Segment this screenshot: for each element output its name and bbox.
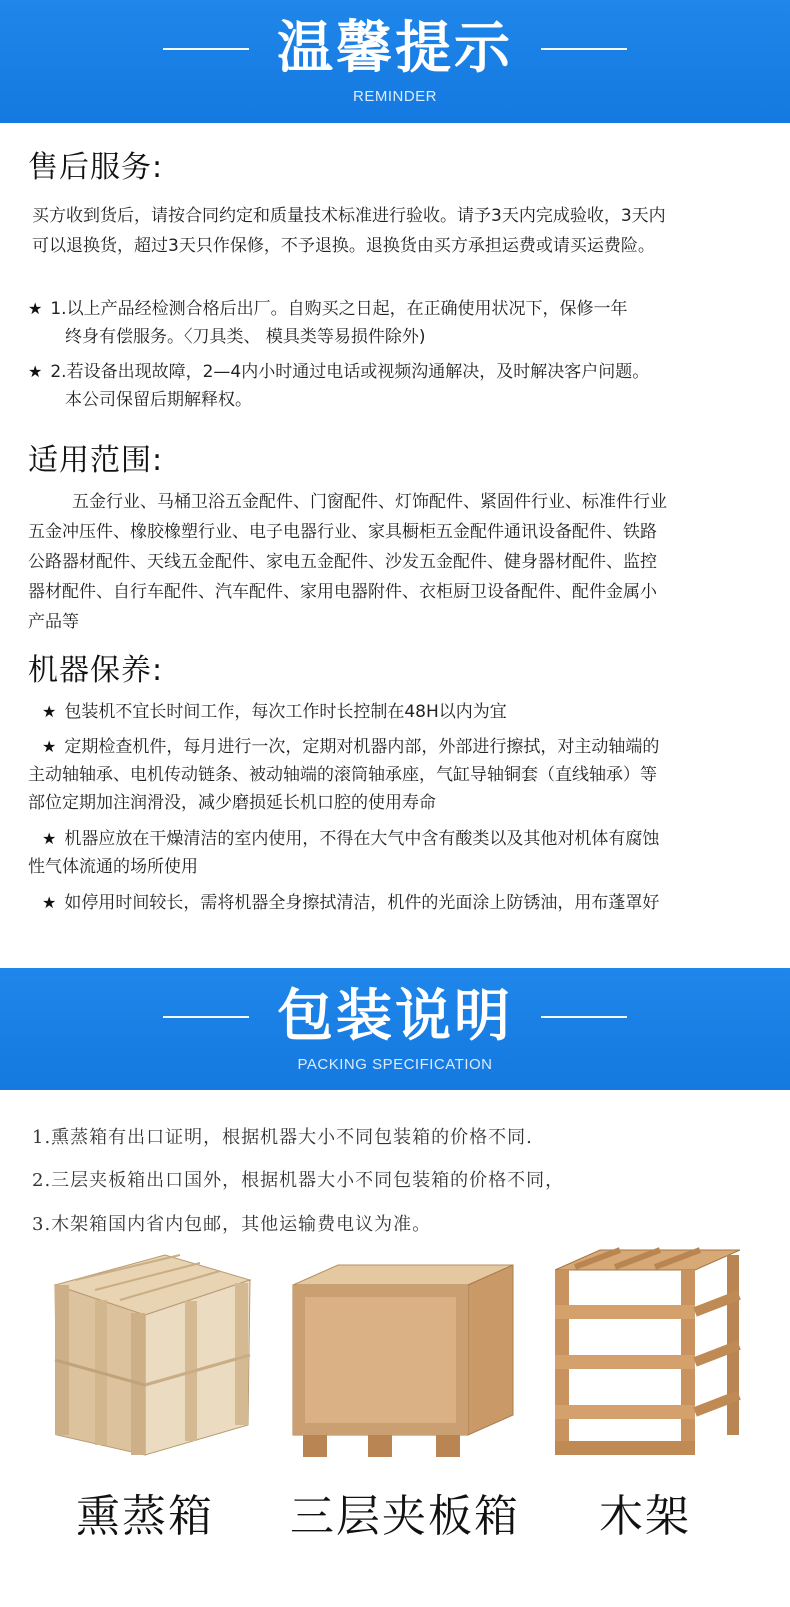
- star-icon: ★: [42, 737, 57, 756]
- star-icon: ★: [42, 702, 57, 721]
- reminder-title: 温馨提示: [277, 16, 513, 81]
- after-sales-line-2: 可以退换货，超过3天只作保修，不予退换。退换货由买方承担运费或请买运费险。: [32, 236, 655, 256]
- maintenance-item-2-line-3: 部位定期加注润滑没，减少磨损延长机口腔的使用寿命: [28, 793, 436, 813]
- warranty-item-1: [28, 295, 778, 351]
- maintenance-item-3: [28, 825, 778, 881]
- packing-line-2: 2.三层夹板箱出口国外，根据机器大小不同包装箱的价格不同，: [32, 1170, 565, 1191]
- packing-line-1: 1.熏蒸箱有出口证明，根据机器大小不同包装箱的价格不同.: [32, 1127, 533, 1148]
- scope-line-2: 五金冲压件、橡胶橡塑行业、电子电器行业、家具橱柜五金配件通讯设备配件、铁路: [28, 522, 657, 542]
- reminder-banner: [0, 0, 790, 123]
- banner-right-line: [541, 48, 627, 50]
- plywood-crate-label: 三层夹板箱: [290, 1491, 520, 1542]
- banner-left-line: [163, 1016, 249, 1018]
- maintenance-item-2-line-2: 主动轴轴承、电机传动链条、被动轴端的滚筒轴承座，气缸导轴铜套（直线轴承）等: [28, 765, 657, 785]
- star-icon: ★: [28, 299, 43, 318]
- scope-line-3: 公路器材配件、天线五金配件、家电五金配件、沙发五金配件、健身器材配件、监控: [28, 552, 657, 572]
- warranty-item-2-line-2: 本公司保留后期解释权。: [65, 390, 252, 410]
- banner-right-line: [541, 1016, 627, 1018]
- packing-banner: [0, 968, 790, 1090]
- star-icon: ★: [42, 829, 57, 848]
- wooden-frame-label: 木架: [599, 1491, 691, 1542]
- maintenance-heading: 机器保养:: [28, 653, 164, 688]
- packing-subtitle: PACKING SPECIFICATION: [297, 1056, 493, 1073]
- warranty-item-2: [28, 358, 778, 414]
- maintenance-item-4-line-1: 如停用时间较长，需将机器全身擦拭清洁，机件的光面涂上防锈油，用布蓬罩好: [64, 893, 660, 913]
- maintenance-item-2-line-1: 定期检查机件，每月进行一次，定期对机器内部，外部进行擦拭，对主动轴端的: [64, 737, 660, 757]
- warranty-item-1-line-2: 终身有偿服务。〈刀具类、 模具类等易损件除外): [65, 327, 426, 347]
- maintenance-item-2: [28, 733, 778, 817]
- after-sales-paragraph: [32, 201, 772, 261]
- packing-title: 包装说明: [277, 984, 513, 1049]
- reminder-title-row: [0, 14, 790, 84]
- banner-left-line: [163, 48, 249, 50]
- packing-title-row: [0, 982, 790, 1052]
- star-icon: ★: [28, 362, 43, 381]
- scope-line-1: 五金行业、马桶卫浴五金配件、门窗配件、灯饰配件、紧固件行业、标准件行业: [72, 492, 667, 512]
- warranty-item-1-line-1: 1.以上产品经检测合格后出厂。自购买之日起，在正确使用状况下，保修一年: [50, 299, 628, 319]
- maintenance-item-4: [28, 889, 778, 917]
- warranty-item-2-line-1: 2.若设备出现故障，2—4内小时通过电话或视频沟通解决，及时解决客户问题。: [50, 362, 650, 382]
- after-sales-line-1: 买方收到货后，请按合同约定和质量技术标准进行验收。请予3天内完成验收，3天内: [32, 206, 666, 226]
- scope-line-5: 产品等: [28, 612, 79, 632]
- star-icon: ★: [42, 893, 57, 912]
- fumigated-crate-image: [35, 1245, 255, 1460]
- after-sales-heading: 售后服务:: [28, 150, 164, 185]
- scope-paragraph: [28, 487, 778, 637]
- packing-line-3: 3.木架箱国内省内包邮，其他运输费电议为准。: [32, 1214, 432, 1235]
- reminder-subtitle: REMINDER: [352, 88, 437, 105]
- fumigated-crate-label: 熏蒸箱: [76, 1491, 214, 1542]
- scope-line-4: 器材配件、自行车配件、汽车配件、家用电器附件、衣柜厨卫设备配件、配件金属小: [28, 582, 657, 602]
- maintenance-item-1-line-1: 包装机不宜长时间工作，每次工作时长控制在48H以内为宜: [64, 702, 507, 722]
- maintenance-item-1: [28, 698, 778, 726]
- wooden-frame-image: [545, 1245, 745, 1460]
- maintenance-item-3-line-2: 性气体流通的场所使用: [28, 857, 198, 877]
- maintenance-item-3-line-1: 机器应放在干燥清洁的室内使用，不得在大气中含有酸类以及其他对机体有腐蚀: [64, 829, 660, 849]
- scope-heading: 适用范围:: [28, 443, 164, 478]
- plywood-crate-image: [288, 1245, 518, 1460]
